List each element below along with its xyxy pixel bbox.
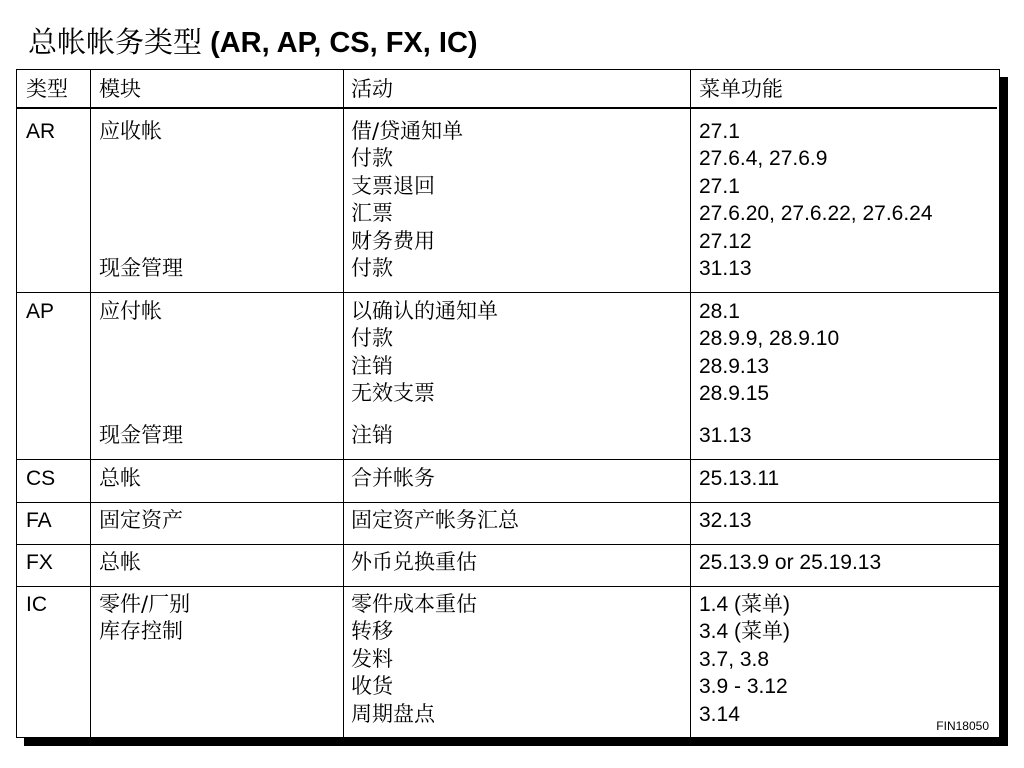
- row-menu-line: 3.7, 3.8: [699, 648, 770, 671]
- row-module-secondary: 库存控制: [99, 619, 183, 643]
- row-divider: [17, 586, 999, 587]
- column-divider: [90, 70, 91, 737]
- row-module-secondary: 现金管理: [99, 256, 183, 280]
- row-activity-line: 付款: [351, 326, 393, 350]
- row-menu-line: 25.13.11: [699, 467, 780, 490]
- row-menu-line: 27.6.4, 27.6.9: [699, 147, 828, 170]
- row-activity-line: 零件成本重估: [351, 592, 477, 616]
- row-type: CS: [26, 467, 56, 490]
- header-type: 类型: [26, 77, 68, 101]
- row-activity-line: 注销: [351, 423, 393, 447]
- row-activity-line: 借/贷通知单: [351, 119, 464, 143]
- row-menu-line: 3.4 (菜单): [699, 620, 791, 643]
- header-module: 模块: [99, 77, 141, 101]
- row-activity-line: 发料: [351, 647, 393, 671]
- row-menu-line: 31.13: [699, 424, 752, 447]
- column-divider: [690, 70, 691, 737]
- row-menu-line: 31.13: [699, 257, 752, 280]
- row-activity-line: 周期盘点: [351, 702, 435, 726]
- row-activity-line: 外币兑换重估: [351, 550, 477, 574]
- row-menu-line: 28.9.13: [699, 355, 770, 378]
- row-menu-line: 27.1: [699, 175, 740, 198]
- row-activity-line: 以确认的通知单: [351, 299, 498, 323]
- row-activity-line: 固定资产帐务汇总: [351, 508, 519, 532]
- row-type: IC: [26, 593, 47, 616]
- row-activity-line: 付款: [351, 146, 393, 170]
- header-menu: 菜单功能: [699, 77, 783, 101]
- row-activity-line: 汇票: [351, 201, 393, 225]
- row-menu-line: 27.1: [699, 120, 740, 143]
- row-activity-line: 转移: [351, 619, 393, 643]
- row-menu-line: 28.9.9, 28.9.10: [699, 327, 840, 350]
- page-title: [28, 22, 478, 63]
- row-module: 零件/厂别: [99, 592, 191, 616]
- row-module: 总帐: [99, 550, 141, 574]
- row-type: FA: [26, 509, 52, 532]
- row-activity-line: 合并帐务: [351, 466, 435, 490]
- row-activity-line: 支票退回: [351, 174, 435, 198]
- row-module: 应收帐: [99, 119, 162, 143]
- row-module-secondary: 现金管理: [99, 423, 183, 447]
- row-divider: [17, 292, 999, 293]
- row-menu-line: 28.9.15: [699, 382, 770, 405]
- header-divider: [17, 107, 997, 109]
- page-title-cn: 总帐帐务类型: [28, 25, 203, 59]
- row-activity-line: 付款: [351, 256, 393, 280]
- row-menu-line: 32.13: [699, 509, 752, 532]
- row-menu-line: 28.1: [699, 300, 740, 323]
- row-activity-line: 无效支票: [351, 381, 435, 405]
- row-menu-line: 3.14: [699, 703, 740, 726]
- row-menu-line: 27.6.20, 27.6.22, 27.6.24: [699, 202, 933, 225]
- row-module: 固定资产: [99, 508, 183, 532]
- header-activity: 活动: [351, 77, 393, 101]
- row-divider: [17, 459, 999, 460]
- row-activity-line: 收货: [351, 674, 393, 698]
- row-divider: [17, 544, 999, 545]
- row-type: AP: [26, 300, 55, 323]
- page-title-en: (AR, AP, CS, FX, IC): [210, 27, 478, 59]
- row-menu-line: 1.4 (菜单): [699, 593, 791, 616]
- row-module: 总帐: [99, 466, 141, 490]
- row-activity-line: 财务费用: [351, 229, 435, 253]
- column-divider: [343, 70, 344, 737]
- row-module: 应付帐: [99, 299, 162, 323]
- document-code: FIN18050: [936, 719, 989, 733]
- row-type: AR: [26, 120, 56, 143]
- row-menu-line: 25.13.9 or 25.19.13: [699, 551, 882, 574]
- row-activity-line: 注销: [351, 354, 393, 378]
- row-menu-line: 27.12: [699, 230, 752, 253]
- row-menu-line: 3.9 - 3.12: [699, 675, 788, 698]
- ledger-table: [16, 69, 1000, 738]
- row-divider: [17, 502, 999, 503]
- row-type: FX: [26, 551, 53, 574]
